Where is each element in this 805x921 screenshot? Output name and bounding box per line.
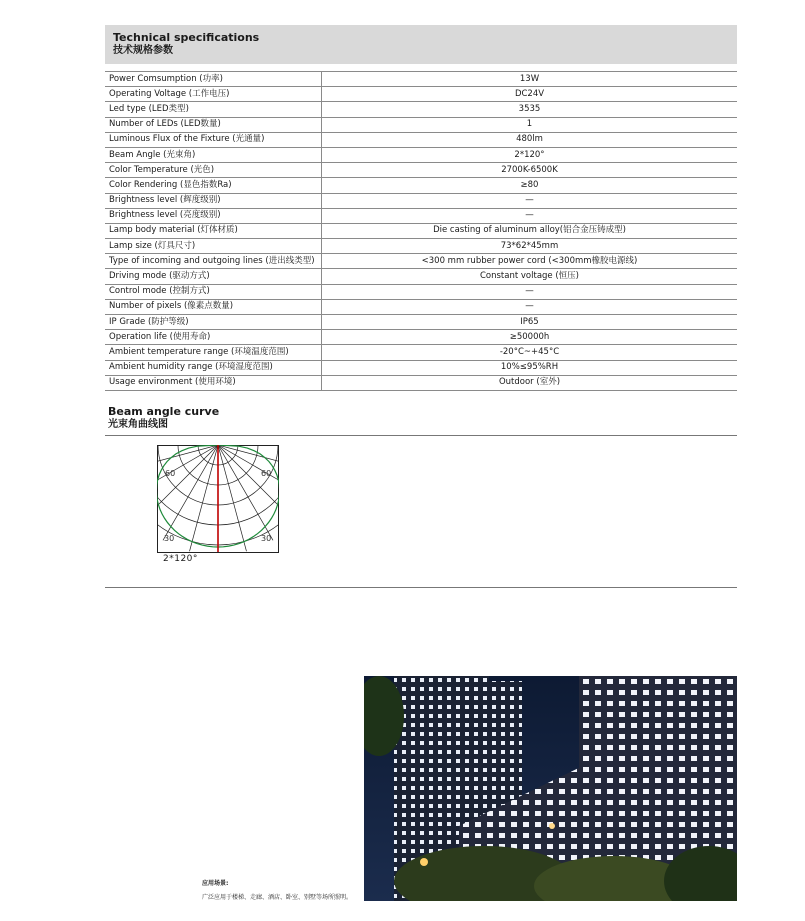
label-30-left: 30 xyxy=(164,534,175,543)
beam-title xyxy=(108,405,219,431)
spec-label: Lamp size (灯具尺寸) xyxy=(105,239,322,254)
spec-row xyxy=(105,72,737,87)
spec-row xyxy=(105,330,737,345)
spec-header xyxy=(105,25,737,64)
spec-title-zh: 技术规格参数 xyxy=(113,45,173,56)
spec-label: Color Rendering (显色指数Ra) xyxy=(105,178,322,193)
spec-row xyxy=(105,147,737,162)
spec-row xyxy=(105,117,737,132)
beam-divider-top xyxy=(105,435,737,436)
spec-label: Usage environment (使用环境) xyxy=(105,375,322,390)
spec-label: Power Comsumption (功率) xyxy=(105,72,322,87)
spec-title-en: Technical specifications xyxy=(113,31,260,44)
application-title: 应用场景: xyxy=(202,880,229,887)
spec-label: Control mode (控制方式) xyxy=(105,284,322,299)
spec-row xyxy=(105,223,737,238)
spec-row xyxy=(105,299,737,314)
beam-polar-diagram xyxy=(157,445,279,553)
spec-value: 2*120° xyxy=(322,147,738,162)
spec-value: — xyxy=(322,299,738,314)
beam-caption: 2*120° xyxy=(163,554,198,564)
spec-value: 3535 xyxy=(322,102,738,117)
spec-row xyxy=(105,254,737,269)
spec-row xyxy=(105,360,737,375)
spec-row xyxy=(105,132,737,147)
spec-value: ≥80 xyxy=(322,178,738,193)
spec-label: Number of LEDs (LED数量) xyxy=(105,117,322,132)
beam-divider-bottom xyxy=(105,587,737,588)
spec-row xyxy=(105,345,737,360)
spec-value: Constant voltage (恒压) xyxy=(322,269,738,284)
label-60-right: 60 xyxy=(261,469,272,478)
label-30-right: 30 xyxy=(261,534,272,543)
spec-row xyxy=(105,208,737,223)
spec-row xyxy=(105,102,737,117)
spec-value: — xyxy=(322,208,738,223)
spec-value: 10%≤95%RH xyxy=(322,360,738,375)
spec-label: IP Grade (防护等级) xyxy=(105,315,322,330)
application-photo xyxy=(364,676,737,901)
spec-value: 1 xyxy=(322,117,738,132)
spec-label: Color Temperature (光色) xyxy=(105,163,322,178)
spec-label: Type of incoming and outgoing lines (进出线类型) xyxy=(105,254,322,269)
spec-value: 13W xyxy=(322,72,738,87)
beam-title-zh: 光束角曲线图 xyxy=(108,419,168,430)
application-text: 广泛应用于楼梯、走廊、酒店、卧室、别墅等场所照明。 xyxy=(202,894,353,901)
spec-row xyxy=(105,269,737,284)
spec-row xyxy=(105,315,737,330)
spec-value: IP65 xyxy=(322,315,738,330)
spec-label: Operation life (使用寿命) xyxy=(105,330,322,345)
spec-label: Number of pixels (像素点数量) xyxy=(105,299,322,314)
spec-row xyxy=(105,163,737,178)
spec-value: 480lm xyxy=(322,132,738,147)
spec-value: Outdoor (室外) xyxy=(322,375,738,390)
spec-value: <300 mm rubber power cord (<300mm橡胶电源线) xyxy=(322,254,738,269)
spec-label: Ambient temperature range (环境温度范围) xyxy=(105,345,322,360)
spec-value: -20°C~+45°C xyxy=(322,345,738,360)
spec-label: Led type (LED类型) xyxy=(105,102,322,117)
spec-value: DC24V xyxy=(322,87,738,102)
spec-value: 2700K-6500K xyxy=(322,163,738,178)
spec-value: — xyxy=(322,284,738,299)
spec-value: — xyxy=(322,193,738,208)
spec-label: Luminous Flux of the Fixture (光通量) xyxy=(105,132,322,147)
spec-table xyxy=(105,71,737,391)
spec-row xyxy=(105,178,737,193)
beam-title-en: Beam angle curve xyxy=(108,405,220,418)
spec-row xyxy=(105,375,737,390)
label-60-left: 60 xyxy=(165,469,176,478)
spec-row xyxy=(105,193,737,208)
spec-label: Beam Angle (光束角) xyxy=(105,147,322,162)
spec-value: 73*62*45mm xyxy=(322,239,738,254)
spec-label: Operating Voltage (工作电压) xyxy=(105,87,322,102)
spec-value: Die casting of aluminum alloy(铝合金压铸成型) xyxy=(322,223,738,238)
spec-label: Lamp body material (灯体材质) xyxy=(105,223,322,238)
spec-label: Brightness level (辉度级别) xyxy=(105,193,322,208)
spec-row xyxy=(105,87,737,102)
spec-label: Brightness level (亮度级别) xyxy=(105,208,322,223)
spec-value: ≥50000h xyxy=(322,330,738,345)
spec-row xyxy=(105,284,737,299)
spec-label: Driving mode (驱动方式) xyxy=(105,269,322,284)
spec-row xyxy=(105,239,737,254)
spec-label: Ambient humidity range (环境湿度范围) xyxy=(105,360,322,375)
